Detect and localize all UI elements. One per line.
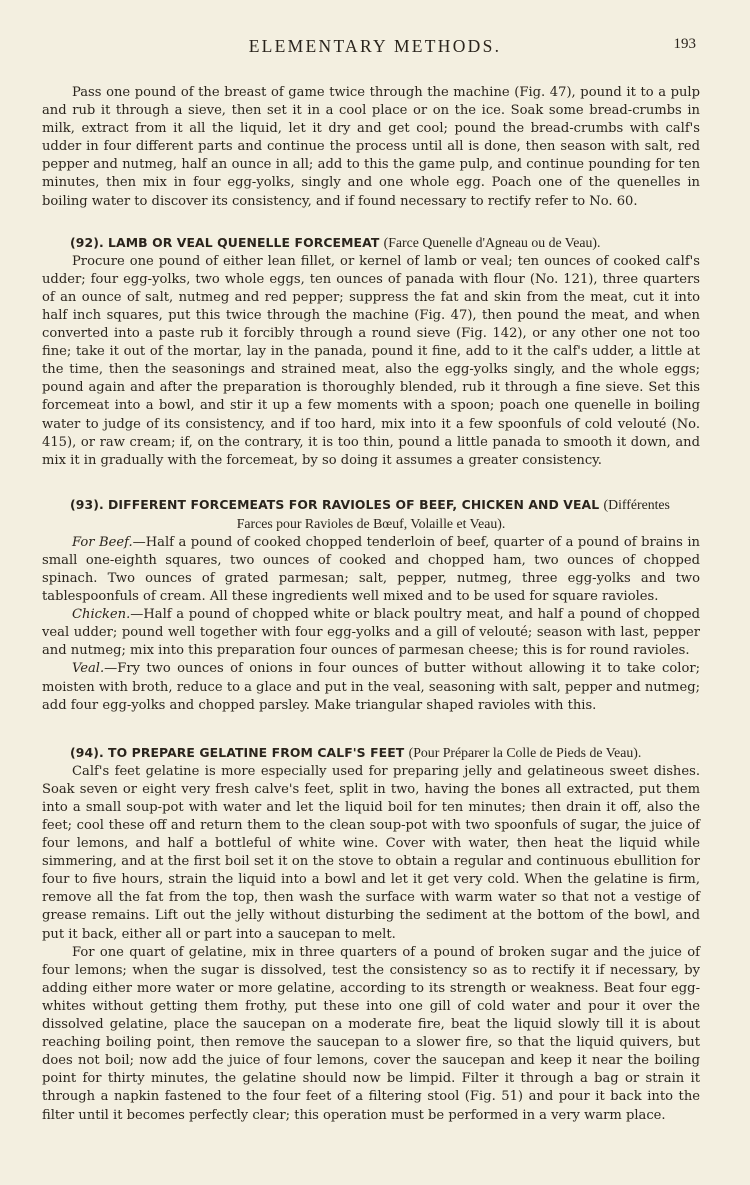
- subsection-text: —Half a pound of chopped white or black poultry meat, and half a pound of chopped veal udder; pound well together with four egg-yolks and a gill of velouté; season with last, pepper and nutmeg; mix into this preparation four ounces of parmesan cheese; this is for round ravioles.: [42, 607, 700, 659]
- running-head: ELEMENTARY METHODS.: [248, 36, 502, 56]
- section-number: (94).: [70, 744, 104, 760]
- subsection-chicken: [42, 606, 700, 660]
- subsection-text: —Fry two ounces of onions in four ounces of butter without allowing it to take color; moisten with broth, reduce to a glace and put in the veal, seasoning with salt, pepper and nutmeg; add four egg-yolks and chopped parsley. Make triangular shaped ravioles with this.: [42, 661, 700, 713]
- section-92-paragraph: Procure one pound of either lean fillet, or kernel of lamb or veal; ten ounces of cooked calf's udder; four egg-yolks, two whole eggs, ten ounces of panada with flour (No. 121), three quarters of an ounce of salt, nutmeg and red pepper; suppress the fat and skin from the meat, cut it into half inch squares, put this twice through the machine (Fig. 47), then pound the meat, and when converted into a paste rub it forcibly through a round sieve (Fig. 142), or any other one not too fine; take it out of the mortar, lay in the panada, pound it fine, add to it the calf's udder, a little at the time, then the seasonings and strained meat, also the egg-yolks singly, and the whole eggs; pound again and after the preparation is thoroughly blended, rub it through a fine sieve. Set this forcemeat into a bowl, and stir it up a few moments with a spoon; poach one quenelle in boiling water to judge of its consistency, and if too hard, mix into it a few spoonfuls of cold velouté (No. 415), or raw cream; if, on the contrary, it is too thin, pound a little panada to smooth it down, and mix it in gradually with the forcemeat, by so doing it assumes a greater consistency.: [42, 253, 700, 468]
- subsection-label: Veal.: [72, 661, 105, 677]
- section-heading-92: [42, 234, 700, 253]
- section-french-title: (Farce Quenelle d'Agneau ou de Veau).: [383, 234, 601, 250]
- section-title: LAMB OR VEAL QUENELLE FORCEMEAT: [108, 234, 380, 250]
- section-french-title-cont: Farces pour Ravioles de Bœuf, Volaille et Veau).: [236, 515, 506, 531]
- page-body: [42, 84, 700, 1125]
- section-title: TO PREPARE GELATINE FROM CALF'S FEET: [108, 744, 405, 760]
- section-94-paragraph-2: For one quart of gelatine, mix in three quarters of a pound of broken sugar and the juice of four lemons; when the sugar is dissolved, test the consistency so as to rectify it if necessary, by adding either more water or more gelatine, according to its strength or weakness. Beat four egg-whites without getting them frothy, put these into one gill of cold water and pour it over the dissolved gelatine, place the saucepan on a moderate fire, beat the liquid slowly till it is about reaching boiling point, then remove the saucepan to a slower fire, so that the liquid quivers, but does not boil; now add the juice of four lemons, cover the saucepan and keep it near the boiling point for thirty minutes, the gelatine should now be limpid. Filter it through a bag or strain it through a napkin fastened to the four feet of a filtering stool (Fig. 51) and pour it back into the filter until it becomes perfectly clear; this operation must be performed in a very warm place.: [42, 944, 700, 1123]
- section-number: (92).: [70, 234, 104, 250]
- page-number: 193: [673, 36, 696, 52]
- section-heading-93: [42, 496, 700, 534]
- section-94-paragraph-1: Calf's feet gelatine is more especially used for preparing jelly and gelatineous sweet dishes. Soak seven or eight very fresh calve's feet, split in two, having the bones all extracted, put them into a small soup-pot with water and let the liquid boil for ten minutes; then drain it off, also the feet; cool these off and return them to the clean soup-pot with two spoonfuls of sugar, the juice of four lemons, and half a bottleful of white wine. Cover with water, then heat the liquid while simmering, and at the first boil set it on the stove to obtain a regular and continuous ebullition for four to five hours, strain the liquid into a bowl and let it get very cold. When the gelatine is firm, remove all the fat from the top, then wash the surface with warm water so that not a vestige of grease remains. Lift out the jelly without disturbing the sediment at the bottom of the bowl, and put it back, either all or part into a saucepan to melt.: [42, 763, 700, 942]
- section-title: DIFFERENT FORCEMEATS FOR RAVIOLES OF BEEF, CHICKEN AND VEAL: [108, 496, 600, 512]
- subsection-veal: [42, 660, 700, 714]
- section-french-title: (Différentes: [603, 496, 670, 512]
- section-number: (93).: [70, 496, 104, 512]
- section-heading-94: [42, 744, 700, 763]
- intro-paragraph: Pass one pound of the breast of game twice through the machine (Fig. 47), pound it to a pulp and rub it through a sieve, then set it in a cool place or on the ice. Soak some bread-crumbs in milk, extract from it all the liquid, let it dry and get cool; pound the bread-crumbs with calf's udder in four different parts and continue the process until all is done, then season with salt, red pepper and nutmeg, half an ounce in all; add to this the game pulp, and continue pounding for ten minutes, then mix in four egg-yolks, singly and one whole egg. Poach one of the quenelles in boiling water to discover its consistency, and if found necessary to rectify refer to No. 60.: [42, 85, 700, 209]
- section-french-title: (Pour Préparer la Colle de Pieds de Veau).: [408, 744, 642, 760]
- subsection-label: Chicken.: [72, 607, 131, 623]
- page-header: [0, 36, 750, 56]
- subsection-text: —Half a pound of cooked chopped tenderloin of beef, quarter of a pound of brains in small one-eighth squares, two ounces of cooked and chopped ham, two ounces of chopped spinach. Two ounces of grated parmesan; salt, pepper, nutmeg, three egg-yolks and two tablespoonfuls of cream. All these ingredients well mixed and to be used for square ravioles.: [42, 534, 700, 605]
- subsection-beef: [42, 534, 700, 606]
- subsection-label: For Beef.: [72, 534, 133, 550]
